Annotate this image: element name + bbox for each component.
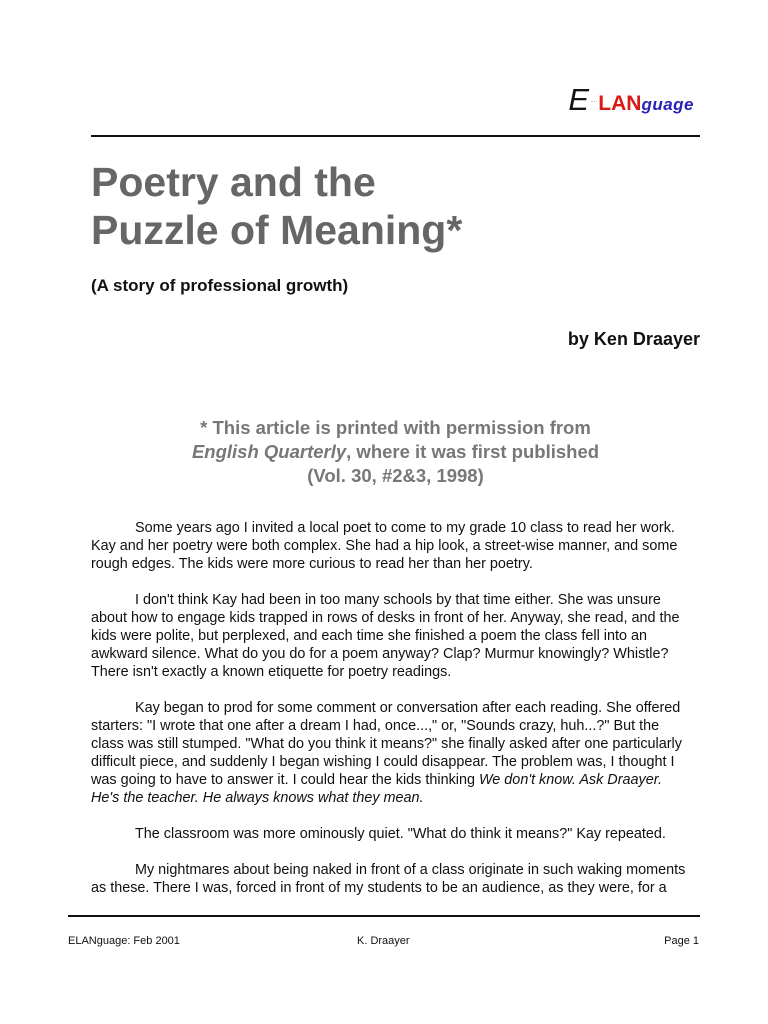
footer-rule — [68, 915, 700, 917]
footer-author: K. Draayer — [357, 935, 410, 947]
article-body — [91, 519, 705, 915]
header-rule — [91, 135, 700, 137]
italic-quote: We don't know. Ask Draayer. — [478, 772, 662, 788]
permission-line-2-rest: , where it was first published — [346, 441, 600, 462]
paragraph-line: There isn't exactly a known etiquette for poetry readings. — [91, 664, 452, 680]
paragraph-line: rough edges. The kids were more curious to read her than her poetry. — [91, 556, 533, 572]
paragraph-line: I don't think Kay had been in too many schools by that time either. She was unsure — [135, 592, 661, 608]
logo-mini-text: ···· — [590, 99, 598, 105]
article-title — [91, 158, 691, 254]
logo-e-letter: E — [568, 82, 590, 117]
logo-guage-text: guage — [641, 95, 694, 114]
paragraph-line: awkward silence. What do you do for a poem anyway? Clap? Murmur knowingly? Whistle? — [91, 646, 669, 662]
permission-line-3: (Vol. 30, #2&3, 1998) — [307, 465, 484, 486]
permission-line-1: * This article is printed with permission from — [200, 417, 591, 438]
paragraph-line: kids were polite, but perplexed, and each time she finished a poem the class fell into an — [91, 628, 647, 644]
article-byline: by Ken Draayer — [567, 329, 700, 349]
elanguage-logo — [568, 82, 694, 116]
paragraph-line: My nightmares about being naked in front of a class originate in such waking moments — [135, 862, 686, 878]
paragraph-5 — [91, 861, 705, 897]
paragraph-line-text: was going to have to answer it. I could hear the kids thinking — [91, 772, 479, 788]
logo-lan-text: LAN — [598, 92, 642, 115]
paragraph-line: Kay began to prod for some comment or conversation after each reading. She offered — [135, 700, 681, 716]
paragraph-line: starters: "I wrote that one after a dream I had, once...," or, "Sounds crazy, huh...?" But the — [91, 718, 660, 734]
paragraph-line: Some years ago I invited a local poet to come to my grade 10 class to read her work. — [135, 520, 675, 536]
paragraph-line: class was still stumped. "What do you think it means?" she finally asked after one particularly — [91, 736, 682, 752]
permission-line-2 — [91, 440, 700, 464]
paragraph-line: Kay and her poetry were both complex. She had a hip look, a street-wise manner, and some — [91, 538, 678, 554]
italic-quote: He's the teacher. He always knows what they mean. — [91, 790, 424, 806]
paragraph-line: as these. There I was, forced in front of my students to be an audience, as they were, for a — [91, 880, 667, 896]
paragraph-line — [91, 789, 705, 807]
paragraph-2 — [91, 591, 705, 681]
paragraph-line: The classroom was more ominously quiet. "What do think it means?" Kay repeated. — [135, 826, 666, 842]
article-subtitle: (A story of professional growth) — [91, 276, 349, 295]
paragraph-line: difficult piece, and suddenly I began wishing I could disappear. The problem was, I thought I — [91, 754, 675, 770]
paragraph-3 — [91, 699, 705, 807]
title-line-1: Poetry and the — [91, 159, 376, 205]
footer-page-number: Page 1 — [664, 935, 699, 947]
paragraph-line: about how to engage kids trapped in rows of desks in front of her. Anyway, she read, and the — [91, 610, 680, 626]
footer-publication: ELANguage: Feb 2001 — [68, 935, 180, 947]
title-line-2: Puzzle of Meaning* — [91, 207, 463, 253]
paragraph-line — [91, 771, 705, 789]
publication-name: English Quarterly — [191, 441, 347, 462]
paragraph-4 — [91, 825, 705, 843]
paragraph-1 — [91, 519, 705, 573]
permission-notice — [91, 416, 700, 488]
